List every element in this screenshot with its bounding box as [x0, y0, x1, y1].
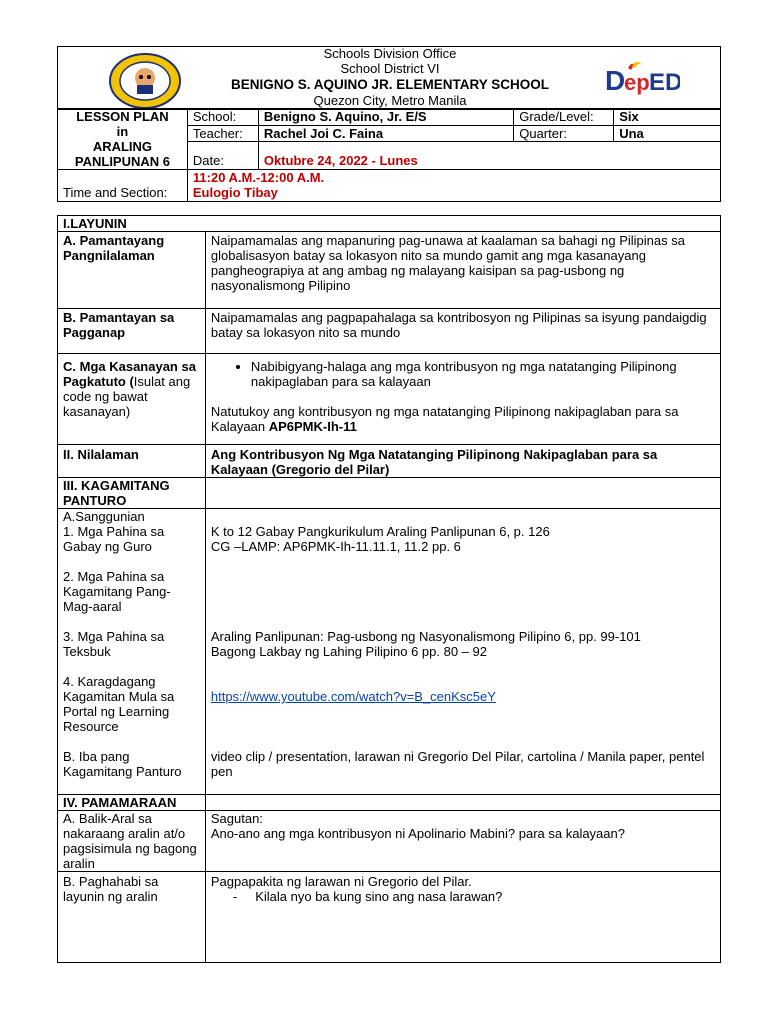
sanggunian-label: A.Sanggunian [63, 509, 145, 524]
pamantayan-pagganap-label: B. Pamantayan sa Pagganap [58, 309, 206, 354]
gabay-guro-label: 1. Mga Pahina sa Gabay ng Guro [63, 524, 165, 554]
grade-label: Grade/Level: [514, 109, 614, 126]
balik-aral-label: A. Balik-Aral sa nakaraang aralin at/o pagsisimula ng bagong aralin [58, 811, 206, 872]
paghahabi-label: B. Paghahabi sa layunin ng aralin [58, 872, 206, 963]
time-label: Time and Section: [58, 170, 188, 202]
grade-value: Six [614, 109, 721, 126]
portal-label: 4. Karagdagang Kagamitan Mula sa Portal ng Learning Resource [63, 674, 175, 734]
time-value: 11:20 A.M.-12:00 A.M. [192, 170, 325, 185]
deped-logo [604, 58, 680, 100]
youtube-link[interactable]: https://www.youtube.com/watch?v=B_cenKsc5eY [210, 689, 496, 704]
school-seal-logo [108, 52, 182, 110]
quarter-value: Una [614, 126, 721, 142]
kasanayan-bullet: • Nabibigyang-halaga ang mga kontribusyon ng mga natatanging Pilipinong nakipaglaban para sa kalayaan [251, 359, 715, 389]
gabay-guro-text1: K to 12 Gabay Pangkurikulum Araling Panlipunan 6, p. 126 [210, 524, 550, 539]
balik-aral-text: Sagutan: Ano-ano ang mga kontribusyon ni Apolinario Mabini? para sa kalayaan? [205, 811, 720, 872]
lesson-plan-title: LESSON PLAN in ARALING PANLIPUNAN 6 [58, 109, 188, 170]
teksbuk-text2: Bagong Lakbay ng Lahing Pilipino 6 pp. 80 – 92 [210, 644, 487, 659]
section-value: Eulogio Tibay [192, 185, 278, 200]
paghahabi-text: Pagpapakita ng larawan ni Gregorio del Pilar. - Kilala nyo ba kung sino ang nasa larawan? [205, 872, 720, 963]
pamamaraan-heading: IV. PAMAMARAAN [58, 795, 206, 811]
iba-kagamitan-text: video clip / presentation, larawan ni Gregorio Del Pilar, cartolina / Manila paper, pentel pen [210, 749, 705, 779]
kasanayan-code: AP6PMK-Ih-11 [268, 419, 357, 434]
pamantayang-pangnilalaman-label: A. Pamantayang Pangnilalaman [58, 232, 206, 309]
teacher-label: Teacher: [187, 126, 258, 142]
kagamitan-labels [58, 509, 206, 795]
school-label: School: [187, 109, 258, 126]
iba-kagamitan-label: B. Iba pang Kagamitang Panturo [63, 749, 182, 779]
school-location: Quezon City, Metro Manila [313, 93, 467, 108]
pamantayan-pagganap-text: Naipamamalas ang pagpapahalaga sa kontribosyon ng Pilipinas sa isyung pandaigdig batay sa lokasyon nito sa mundo [205, 309, 720, 354]
nilalaman-label: II. Nilalaman [58, 445, 206, 478]
time-section-value [187, 170, 720, 202]
svg-text:ep: ep [624, 70, 650, 95]
teksbuk-label: 3. Mga Pahina sa Teksbuk [63, 629, 165, 659]
kagamitan-heading: III. KAGAMITANG PANTURO [58, 478, 206, 509]
date-label: Date: [187, 142, 258, 170]
nilalaman-text: Ang Kontribusyon Ng Mga Natatanging Pilipinong Nakipaglaban para sa Kalayaan (Gregorio del Pilar) [205, 445, 720, 478]
school-value: Benigno S. Aquino, Jr. E/S [258, 109, 513, 126]
pamantayang-pangnilalaman-text: Naipamamalas ang mapanuring pag-unawa at kaalaman sa bahagi ng Pilipinas sa globalisasyon batay sa lokasyon nito sa mundo gamit ang mga kasanayang pangheograpiya at ang ambag ng malayang kaisipan sa pag-usbong ng nasyonalismong Pilipino [205, 232, 720, 309]
plan-table [57, 215, 721, 963]
school-name: BENIGNO S. AQUINO JR. ELEMENTARY SCHOOL [230, 77, 550, 92]
gabay-guro-text2: CG –LAMP: AP6PMK-Ih-11.11.1, 11.2 pp. 6 [210, 539, 461, 554]
mag-aaral-label: 2. Mga Pahina sa Kagamitang Pang-Mag-aaral [63, 569, 171, 614]
dash-bullet: - [232, 889, 238, 904]
quarter-label: Quarter: [514, 126, 614, 142]
kasanayan-text: • Nabibigyang-halaga ang mga kontribusyon ng mga natatanging Pilipinong nakipaglaban para sa kalayaan Natutukoy ang kontribusyon ng mga natatanging Pilipinong nakipaglaban para sa Kalayaan AP6PMK-Ih-11 [205, 354, 720, 445]
svg-text:D: D [605, 65, 626, 96]
header-line2: School District VI [340, 61, 440, 76]
svg-text:ED: ED [649, 69, 680, 96]
layunin-heading: I.LAYUNIN [58, 216, 721, 232]
kasanayan-label: C. Mga Kasanayan sa Pagkatuto (Isulat ang code ng bawat kasanayan) [58, 354, 206, 445]
teacher-value: Rachel Joi C. Faina [258, 126, 513, 142]
header-line1: Schools Division Office [323, 46, 457, 61]
info-table [57, 108, 721, 202]
date-value: Oktubre 24, 2022 - Lunes [258, 142, 720, 170]
kagamitan-values [205, 509, 720, 795]
teksbuk-text1: Araling Panlipunan: Pag-usbong ng Nasyonalismong Pilipino 6, pp. 99-101 [210, 629, 641, 644]
